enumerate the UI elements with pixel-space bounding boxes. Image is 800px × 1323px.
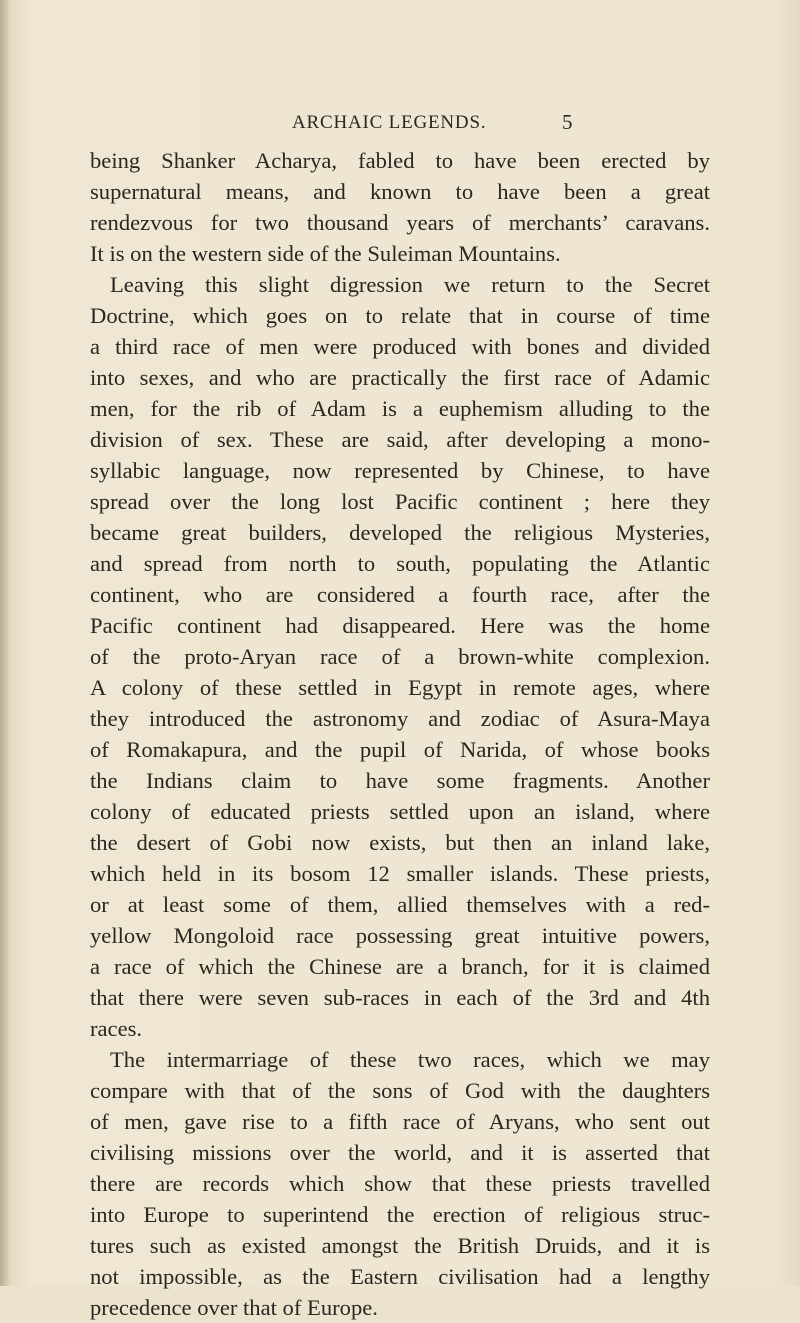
text-line: yellow Mongoloid race possessing great intuitive powers,: [90, 923, 710, 948]
text-line: Doctrine, which goes on to relate that in course of time: [90, 303, 710, 328]
body-text: [90, 145, 710, 1323]
text-line: that there were seven sub-races in each of the 3rd and 4th: [90, 985, 710, 1010]
text-line: A colony of these settled in Egypt in remote ages, where: [90, 675, 710, 700]
text-line: being Shanker Acharya, fabled to have been erected by: [90, 148, 710, 173]
text-line: there are records which show that these priests travelled: [90, 1171, 710, 1196]
page-number: 5: [562, 110, 573, 134]
text-line: not impossible, as the Eastern civilisation had a lengthy: [90, 1264, 710, 1289]
text-line: a third race of men were produced with bones and divided: [90, 334, 710, 359]
running-head: ARCHAIC LEGENDS.: [292, 112, 487, 133]
text-line: supernatural means, and known to have been a great: [90, 179, 710, 204]
text-line: It is on the western side of the Suleiman Mountains.: [90, 241, 561, 266]
text-line: Leaving this slight digression we return to the Secret: [110, 272, 710, 297]
text-line: a race of which the Chinese are a branch, for it is claimed: [90, 954, 710, 979]
text-line: of Romakapura, and the pupil of Narida, of whose books: [90, 737, 710, 762]
text-line: rendezvous for two thousand years of merchants’ caravans.: [90, 210, 710, 235]
text-line: which held in its bosom 12 smaller islands. These priests,: [90, 861, 710, 886]
text-line: of the proto-Aryan race of a brown-white complexion.: [90, 644, 710, 669]
text-line: the desert of Gobi now exists, but then an inland lake,: [90, 830, 710, 855]
text-line: they introduced the astronomy and zodiac of Asura-Maya: [90, 706, 710, 731]
text-line: division of sex. These are said, after developing a mono-: [90, 427, 710, 452]
text-line: colony of educated priests settled upon an island, where: [90, 799, 710, 824]
text-line: Pacific continent had disappeared. Here was the home: [90, 613, 710, 638]
text-line: syllabic language, now represented by Chinese, to have: [90, 458, 710, 483]
text-line: the Indians claim to have some fragments. Another: [90, 768, 710, 793]
text-line: became great builders, developed the religious Mysteries,: [90, 520, 710, 545]
text-line: tures such as existed amongst the British Druids, and it is: [90, 1233, 710, 1258]
text-line: spread over the long lost Pacific continent ; here they: [90, 489, 710, 514]
text-line: or at least some of them, allied themselves with a red-: [90, 892, 710, 917]
spine-shadow: [0, 0, 10, 1286]
text-line: and spread from north to south, populating the Atlantic: [90, 551, 710, 576]
text-line: compare with that of the sons of God with the daughters: [90, 1078, 710, 1103]
text-line: civilising missions over the world, and it is asserted that: [90, 1140, 710, 1165]
text-line: men, for the rib of Adam is a euphemism alluding to the: [90, 396, 710, 421]
text-line: races.: [90, 1016, 143, 1041]
text-line: continent, who are considered a fourth race, after the: [90, 582, 710, 607]
text-line: of men, gave rise to a fifth race of Aryans, who sent out: [90, 1109, 710, 1134]
text-line: into sexes, and who are practically the first race of Adamic: [90, 365, 710, 390]
text-line: into Europe to superintend the erection of religious struc-: [90, 1202, 710, 1227]
text-line: precedence over that of Europe.: [90, 1295, 378, 1320]
text-line: The intermarriage of these two races, which we may: [110, 1047, 710, 1072]
